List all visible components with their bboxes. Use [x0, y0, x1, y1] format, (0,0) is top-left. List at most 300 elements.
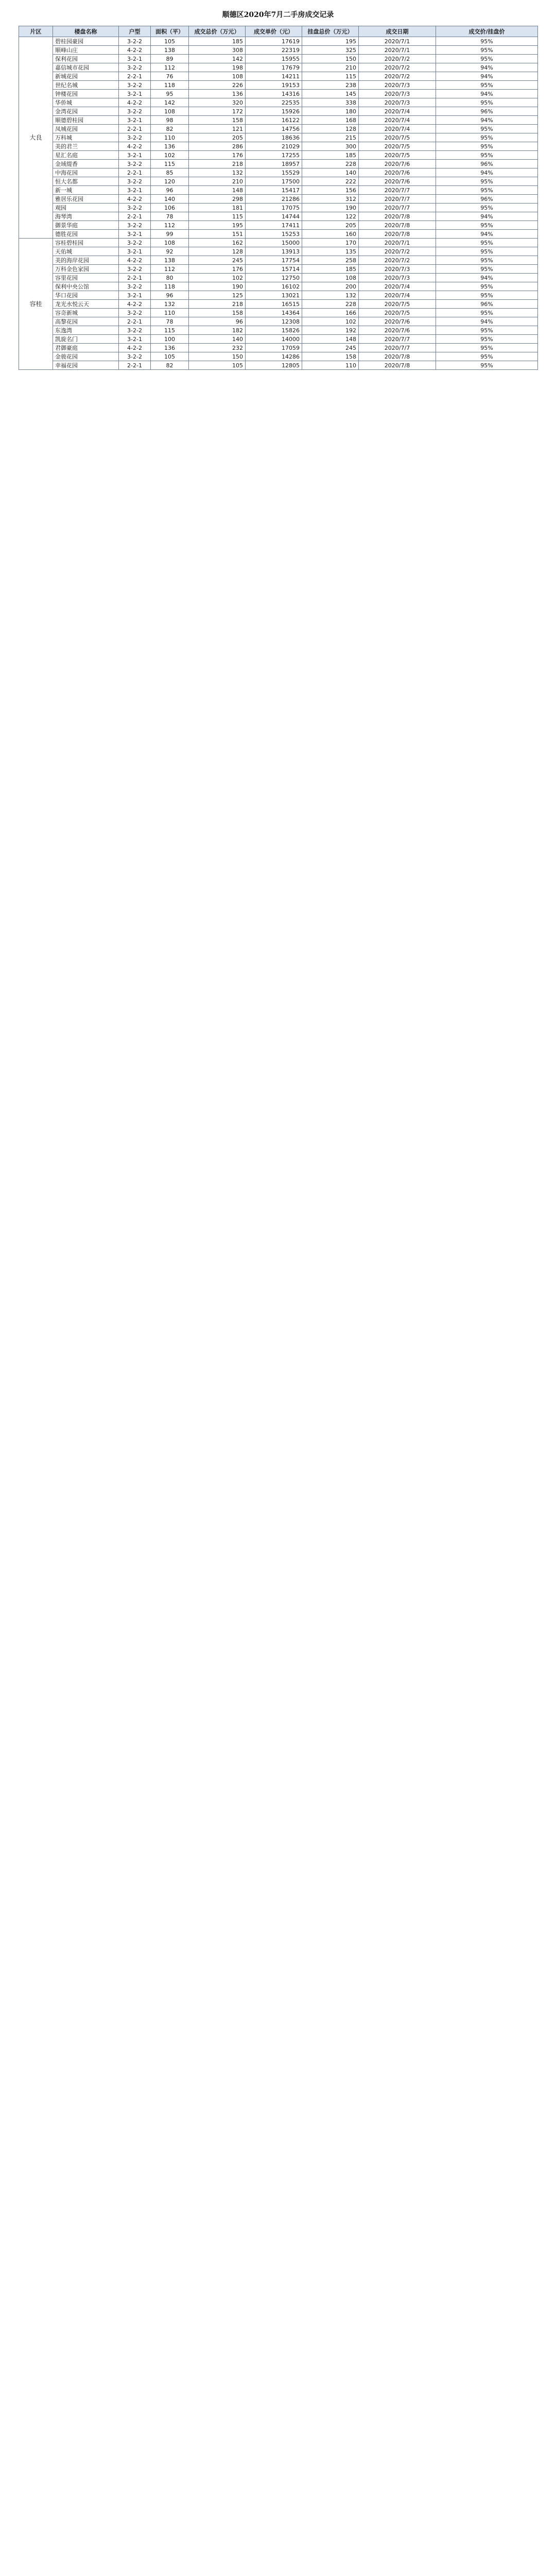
- list-total-cell: 132: [302, 291, 359, 300]
- layout-cell: 4-2-2: [119, 142, 151, 151]
- area-cell: 112: [151, 63, 189, 72]
- deal-date-cell: 2020/7/6: [359, 326, 436, 335]
- area-cell: 82: [151, 125, 189, 133]
- list-total-cell: 325: [302, 46, 359, 55]
- column-header: 成交总价（万元）: [189, 26, 246, 37]
- complex-name-cell: 雅居乐花园: [53, 195, 119, 204]
- deal-date-cell: 2020/7/8: [359, 212, 436, 221]
- deal-unit-price-cell: 15826: [246, 326, 302, 335]
- area-cell: 102: [151, 151, 189, 160]
- complex-name-cell: 保利花园: [53, 55, 119, 63]
- deal-total-cell: 210: [189, 177, 246, 186]
- list-total-cell: 150: [302, 55, 359, 63]
- table-row: [19, 361, 538, 370]
- deal-to-list-ratio-cell: 95%: [436, 204, 538, 212]
- table-row: [19, 81, 538, 90]
- complex-name-cell: 东逸湾: [53, 326, 119, 335]
- list-total-cell: 200: [302, 282, 359, 291]
- layout-cell: 2-2-1: [119, 168, 151, 177]
- deal-unit-price-cell: 13021: [246, 291, 302, 300]
- area-cell: 140: [151, 195, 189, 204]
- table-row: [19, 326, 538, 335]
- list-total-cell: 205: [302, 221, 359, 230]
- list-total-cell: 110: [302, 361, 359, 370]
- table-row: [19, 352, 538, 361]
- layout-cell: 3-2-2: [119, 352, 151, 361]
- deal-date-cell: 2020/7/3: [359, 265, 436, 274]
- deal-total-cell: 176: [189, 151, 246, 160]
- deal-date-cell: 2020/7/7: [359, 335, 436, 344]
- table-row: [19, 195, 538, 204]
- deal-to-list-ratio-cell: 94%: [436, 63, 538, 72]
- complex-name-cell: 容里花园: [53, 274, 119, 282]
- deal-date-cell: 2020/7/8: [359, 352, 436, 361]
- deal-unit-price-cell: 17679: [246, 63, 302, 72]
- layout-cell: 3-2-2: [119, 326, 151, 335]
- deal-date-cell: 2020/7/3: [359, 81, 436, 90]
- deal-to-list-ratio-cell: 95%: [436, 239, 538, 247]
- list-total-cell: 195: [302, 37, 359, 46]
- list-total-cell: 156: [302, 186, 359, 195]
- list-total-cell: 190: [302, 204, 359, 212]
- deal-unit-price-cell: 14211: [246, 72, 302, 81]
- list-total-cell: 228: [302, 300, 359, 309]
- list-total-cell: 245: [302, 344, 359, 352]
- layout-cell: 2-2-1: [119, 361, 151, 370]
- layout-cell: 3-2-2: [119, 133, 151, 142]
- table-row: [19, 142, 538, 151]
- list-total-cell: 108: [302, 274, 359, 282]
- table-row: [19, 221, 538, 230]
- deal-total-cell: 128: [189, 247, 246, 256]
- layout-cell: 3-2-1: [119, 55, 151, 63]
- deal-to-list-ratio-cell: 95%: [436, 247, 538, 256]
- deal-date-cell: 2020/7/8: [359, 361, 436, 370]
- complex-name-cell: 恒大名都: [53, 177, 119, 186]
- deal-date-cell: 2020/7/6: [359, 160, 436, 168]
- deal-unit-price-cell: 21286: [246, 195, 302, 204]
- deal-to-list-ratio-cell: 94%: [436, 168, 538, 177]
- deal-date-cell: 2020/7/5: [359, 142, 436, 151]
- layout-cell: 4-2-2: [119, 344, 151, 352]
- area-cell: 95: [151, 90, 189, 98]
- deal-unit-price-cell: 22535: [246, 98, 302, 107]
- deal-to-list-ratio-cell: 95%: [436, 177, 538, 186]
- column-header: 面积（平）: [151, 26, 189, 37]
- deal-total-cell: 226: [189, 81, 246, 90]
- layout-cell: 2-2-1: [119, 212, 151, 221]
- complex-name-cell: 君御豪庭: [53, 344, 119, 352]
- list-total-cell: 145: [302, 90, 359, 98]
- district-cell: 大良: [19, 37, 53, 239]
- layout-cell: 3-2-2: [119, 204, 151, 212]
- deal-to-list-ratio-cell: 95%: [436, 125, 538, 133]
- list-total-cell: 258: [302, 256, 359, 265]
- complex-name-cell: 万科城: [53, 133, 119, 142]
- layout-cell: 3-2-1: [119, 90, 151, 98]
- transactions-table: [19, 26, 538, 370]
- deal-unit-price-cell: 14744: [246, 212, 302, 221]
- column-header: 挂盘总价（万元）: [302, 26, 359, 37]
- deal-total-cell: 140: [189, 335, 246, 344]
- table-row: [19, 63, 538, 72]
- deal-unit-price-cell: 17619: [246, 37, 302, 46]
- complex-name-cell: 天佑城: [53, 247, 119, 256]
- deal-total-cell: 286: [189, 142, 246, 151]
- list-total-cell: 228: [302, 160, 359, 168]
- list-total-cell: 158: [302, 352, 359, 361]
- deal-date-cell: 2020/7/5: [359, 309, 436, 317]
- column-header: 楼盘名称: [53, 26, 119, 37]
- column-header: 户型: [119, 26, 151, 37]
- table-row: [19, 98, 538, 107]
- complex-name-cell: 华口花园: [53, 291, 119, 300]
- deal-date-cell: 2020/7/7: [359, 186, 436, 195]
- deal-to-list-ratio-cell: 94%: [436, 274, 538, 282]
- deal-total-cell: 205: [189, 133, 246, 142]
- table-row: [19, 265, 538, 274]
- deal-total-cell: 142: [189, 55, 246, 63]
- area-cell: 108: [151, 239, 189, 247]
- deal-unit-price-cell: 15417: [246, 186, 302, 195]
- table-row: [19, 55, 538, 63]
- deal-total-cell: 218: [189, 300, 246, 309]
- deal-total-cell: 162: [189, 239, 246, 247]
- list-total-cell: 180: [302, 107, 359, 116]
- page-title: 顺德区2020年7月二手房成交记录: [222, 11, 334, 19]
- deal-date-cell: 2020/7/5: [359, 151, 436, 160]
- table-row: [19, 300, 538, 309]
- deal-date-cell: 2020/7/1: [359, 37, 436, 46]
- deal-unit-price-cell: 17075: [246, 204, 302, 212]
- layout-cell: 4-2-2: [119, 300, 151, 309]
- deal-to-list-ratio-cell: 95%: [436, 256, 538, 265]
- deal-to-list-ratio-cell: 96%: [436, 195, 538, 204]
- deal-to-list-ratio-cell: 95%: [436, 361, 538, 370]
- table-row: [19, 204, 538, 212]
- deal-to-list-ratio-cell: 94%: [436, 72, 538, 81]
- area-cell: 115: [151, 160, 189, 168]
- layout-cell: 3-2-2: [119, 107, 151, 116]
- layout-cell: 3-2-2: [119, 37, 151, 46]
- deal-to-list-ratio-cell: 94%: [436, 116, 538, 125]
- deal-date-cell: 2020/7/5: [359, 300, 436, 309]
- deal-to-list-ratio-cell: 95%: [436, 265, 538, 274]
- deal-date-cell: 2020/7/2: [359, 247, 436, 256]
- table-row: [19, 168, 538, 177]
- list-total-cell: 210: [302, 63, 359, 72]
- area-cell: 80: [151, 274, 189, 282]
- complex-name-cell: 金湾花园: [53, 107, 119, 116]
- table-row: [19, 116, 538, 125]
- deal-date-cell: 2020/7/7: [359, 344, 436, 352]
- deal-total-cell: 176: [189, 265, 246, 274]
- complex-name-cell: 新一城: [53, 186, 119, 195]
- table-row: [19, 239, 538, 247]
- area-cell: 105: [151, 352, 189, 361]
- complex-name-cell: 嘉信城市花园: [53, 63, 119, 72]
- deal-to-list-ratio-cell: 94%: [436, 317, 538, 326]
- complex-name-cell: 御景华庭: [53, 221, 119, 230]
- area-cell: 142: [151, 98, 189, 107]
- deal-total-cell: 182: [189, 326, 246, 335]
- deal-unit-price-cell: 15000: [246, 239, 302, 247]
- deal-date-cell: 2020/7/4: [359, 125, 436, 133]
- area-cell: 112: [151, 221, 189, 230]
- deal-unit-price-cell: 18636: [246, 133, 302, 142]
- table-row: [19, 335, 538, 344]
- area-cell: 96: [151, 186, 189, 195]
- deal-to-list-ratio-cell: 95%: [436, 291, 538, 300]
- table-row: [19, 107, 538, 116]
- deal-unit-price-cell: 14364: [246, 309, 302, 317]
- deal-total-cell: 158: [189, 116, 246, 125]
- deal-unit-price-cell: 14316: [246, 90, 302, 98]
- table-row: [19, 90, 538, 98]
- deal-to-list-ratio-cell: 94%: [436, 212, 538, 221]
- complex-name-cell: 钟楼花园: [53, 90, 119, 98]
- area-cell: 98: [151, 116, 189, 125]
- district-cell: 容桂: [19, 239, 53, 370]
- area-cell: 89: [151, 55, 189, 63]
- deal-total-cell: 125: [189, 291, 246, 300]
- column-header: 片区: [19, 26, 53, 37]
- deal-total-cell: 185: [189, 37, 246, 46]
- deal-date-cell: 2020/7/7: [359, 204, 436, 212]
- layout-cell: 3-2-2: [119, 282, 151, 291]
- layout-cell: 3-2-2: [119, 160, 151, 168]
- list-total-cell: 185: [302, 151, 359, 160]
- complex-name-cell: 金域缇香: [53, 160, 119, 168]
- deal-date-cell: 2020/7/4: [359, 282, 436, 291]
- layout-cell: 4-2-2: [119, 46, 151, 55]
- deal-date-cell: 2020/7/1: [359, 239, 436, 247]
- deal-unit-price-cell: 12750: [246, 274, 302, 282]
- deal-date-cell: 2020/7/5: [359, 133, 436, 142]
- deal-unit-price-cell: 14756: [246, 125, 302, 133]
- complex-name-cell: 保利中央公馆: [53, 282, 119, 291]
- area-cell: 132: [151, 300, 189, 309]
- deal-unit-price-cell: 17754: [246, 256, 302, 265]
- deal-unit-price-cell: 14286: [246, 352, 302, 361]
- layout-cell: 4-2-2: [119, 98, 151, 107]
- list-total-cell: 185: [302, 265, 359, 274]
- list-total-cell: 115: [302, 72, 359, 81]
- deal-to-list-ratio-cell: 95%: [436, 81, 538, 90]
- table-row: [19, 177, 538, 186]
- complex-name-cell: 龙光水悦云天: [53, 300, 119, 309]
- deal-to-list-ratio-cell: 96%: [436, 300, 538, 309]
- complex-name-cell: 碧桂园豪园: [53, 37, 119, 46]
- table-row: [19, 186, 538, 195]
- table-row: [19, 72, 538, 81]
- complex-name-cell: 美的君兰: [53, 142, 119, 151]
- deal-total-cell: 102: [189, 274, 246, 282]
- list-total-cell: 160: [302, 230, 359, 239]
- table-row: [19, 291, 538, 300]
- complex-name-cell: 凯旋名门: [53, 335, 119, 344]
- deal-date-cell: 2020/7/7: [359, 195, 436, 204]
- area-cell: 138: [151, 46, 189, 55]
- column-header: 成交日期: [359, 26, 436, 37]
- deal-date-cell: 2020/7/4: [359, 291, 436, 300]
- deal-total-cell: 190: [189, 282, 246, 291]
- list-total-cell: 215: [302, 133, 359, 142]
- deal-total-cell: 195: [189, 221, 246, 230]
- deal-date-cell: 2020/7/1: [359, 46, 436, 55]
- deal-unit-price-cell: 17500: [246, 177, 302, 186]
- deal-to-list-ratio-cell: 95%: [436, 344, 538, 352]
- table-row: [19, 160, 538, 168]
- deal-to-list-ratio-cell: 95%: [436, 133, 538, 142]
- area-cell: 118: [151, 81, 189, 90]
- table-row: [19, 256, 538, 265]
- table-row: [19, 151, 538, 160]
- deal-to-list-ratio-cell: 95%: [436, 151, 538, 160]
- list-total-cell: 222: [302, 177, 359, 186]
- list-total-cell: 122: [302, 212, 359, 221]
- deal-total-cell: 121: [189, 125, 246, 133]
- deal-unit-price-cell: 12805: [246, 361, 302, 370]
- deal-to-list-ratio-cell: 95%: [436, 282, 538, 291]
- list-total-cell: 338: [302, 98, 359, 107]
- deal-date-cell: 2020/7/2: [359, 55, 436, 63]
- area-cell: 120: [151, 177, 189, 186]
- deal-total-cell: 181: [189, 204, 246, 212]
- complex-name-cell: 中海花园: [53, 168, 119, 177]
- deal-date-cell: 2020/7/2: [359, 256, 436, 265]
- complex-name-cell: 新城花园: [53, 72, 119, 81]
- deal-to-list-ratio-cell: 95%: [436, 352, 538, 361]
- area-cell: 85: [151, 168, 189, 177]
- layout-cell: 4-2-2: [119, 195, 151, 204]
- deal-unit-price-cell: 17255: [246, 151, 302, 160]
- complex-name-cell: 星汇名庭: [53, 151, 119, 160]
- deal-total-cell: 172: [189, 107, 246, 116]
- deal-date-cell: 2020/7/3: [359, 90, 436, 98]
- deal-unit-price-cell: 18957: [246, 160, 302, 168]
- layout-cell: 3-2-1: [119, 116, 151, 125]
- layout-cell: 3-2-1: [119, 230, 151, 239]
- list-total-cell: 312: [302, 195, 359, 204]
- deal-date-cell: 2020/7/8: [359, 221, 436, 230]
- table-row: [19, 46, 538, 55]
- layout-cell: 2-2-1: [119, 72, 151, 81]
- deal-unit-price-cell: 21029: [246, 142, 302, 151]
- complex-name-cell: 观园: [53, 204, 119, 212]
- table-row: [19, 282, 538, 291]
- area-cell: 115: [151, 326, 189, 335]
- deal-unit-price-cell: 15714: [246, 265, 302, 274]
- list-total-cell: 128: [302, 125, 359, 133]
- deal-total-cell: 232: [189, 344, 246, 352]
- area-cell: 106: [151, 204, 189, 212]
- area-cell: 78: [151, 317, 189, 326]
- deal-total-cell: 151: [189, 230, 246, 239]
- layout-cell: 3-2-1: [119, 186, 151, 195]
- layout-cell: 2-2-1: [119, 274, 151, 282]
- list-total-cell: 148: [302, 335, 359, 344]
- complex-name-cell: 美的海岸花园: [53, 256, 119, 265]
- deal-to-list-ratio-cell: 95%: [436, 309, 538, 317]
- deal-date-cell: 2020/7/6: [359, 168, 436, 177]
- deal-total-cell: 96: [189, 317, 246, 326]
- deal-total-cell: 158: [189, 309, 246, 317]
- area-cell: 112: [151, 265, 189, 274]
- deal-date-cell: 2020/7/4: [359, 116, 436, 125]
- deal-total-cell: 320: [189, 98, 246, 107]
- deal-unit-price-cell: 13913: [246, 247, 302, 256]
- area-cell: 96: [151, 291, 189, 300]
- list-total-cell: 170: [302, 239, 359, 247]
- complex-name-cell: 容奇新城: [53, 309, 119, 317]
- deal-total-cell: 198: [189, 63, 246, 72]
- deal-unit-price-cell: 12308: [246, 317, 302, 326]
- layout-cell: 3-2-2: [119, 309, 151, 317]
- deal-unit-price-cell: 22319: [246, 46, 302, 55]
- area-cell: 136: [151, 344, 189, 352]
- list-total-cell: 238: [302, 81, 359, 90]
- layout-cell: 3-2-1: [119, 247, 151, 256]
- area-cell: 100: [151, 335, 189, 344]
- deal-total-cell: 298: [189, 195, 246, 204]
- table-body: [19, 37, 538, 370]
- area-cell: 92: [151, 247, 189, 256]
- deal-unit-price-cell: 17411: [246, 221, 302, 230]
- deal-unit-price-cell: 15926: [246, 107, 302, 116]
- table-header-row: [19, 26, 538, 37]
- deal-date-cell: 2020/7/4: [359, 107, 436, 116]
- list-total-cell: 168: [302, 116, 359, 125]
- deal-date-cell: 2020/7/6: [359, 317, 436, 326]
- layout-cell: 3-2-1: [119, 335, 151, 344]
- table-row: [19, 309, 538, 317]
- deal-total-cell: 308: [189, 46, 246, 55]
- layout-cell: 3-2-2: [119, 265, 151, 274]
- list-total-cell: 192: [302, 326, 359, 335]
- deal-to-list-ratio-cell: 96%: [436, 160, 538, 168]
- deal-unit-price-cell: 15955: [246, 55, 302, 63]
- layout-cell: 3-2-2: [119, 221, 151, 230]
- deal-date-cell: 2020/7/8: [359, 230, 436, 239]
- table-row: [19, 212, 538, 221]
- deal-unit-price-cell: 14000: [246, 335, 302, 344]
- deal-unit-price-cell: 16102: [246, 282, 302, 291]
- deal-unit-price-cell: 19153: [246, 81, 302, 90]
- deal-to-list-ratio-cell: 95%: [436, 46, 538, 55]
- table-row: [19, 274, 538, 282]
- complex-name-cell: 顺峰山庄: [53, 46, 119, 55]
- list-total-cell: 140: [302, 168, 359, 177]
- list-total-cell: 135: [302, 247, 359, 256]
- table-row: [19, 317, 538, 326]
- deal-to-list-ratio-cell: 95%: [436, 326, 538, 335]
- deal-total-cell: 105: [189, 361, 246, 370]
- list-total-cell: 166: [302, 309, 359, 317]
- deal-date-cell: 2020/7/3: [359, 274, 436, 282]
- table-row: [19, 125, 538, 133]
- area-cell: 118: [151, 282, 189, 291]
- layout-cell: 3-2-2: [119, 81, 151, 90]
- deal-total-cell: 136: [189, 90, 246, 98]
- deal-to-list-ratio-cell: 94%: [436, 90, 538, 98]
- deal-unit-price-cell: 17059: [246, 344, 302, 352]
- deal-unit-price-cell: 16122: [246, 116, 302, 125]
- list-total-cell: 300: [302, 142, 359, 151]
- deal-date-cell: 2020/7/2: [359, 63, 436, 72]
- deal-date-cell: 2020/7/6: [359, 177, 436, 186]
- area-cell: 99: [151, 230, 189, 239]
